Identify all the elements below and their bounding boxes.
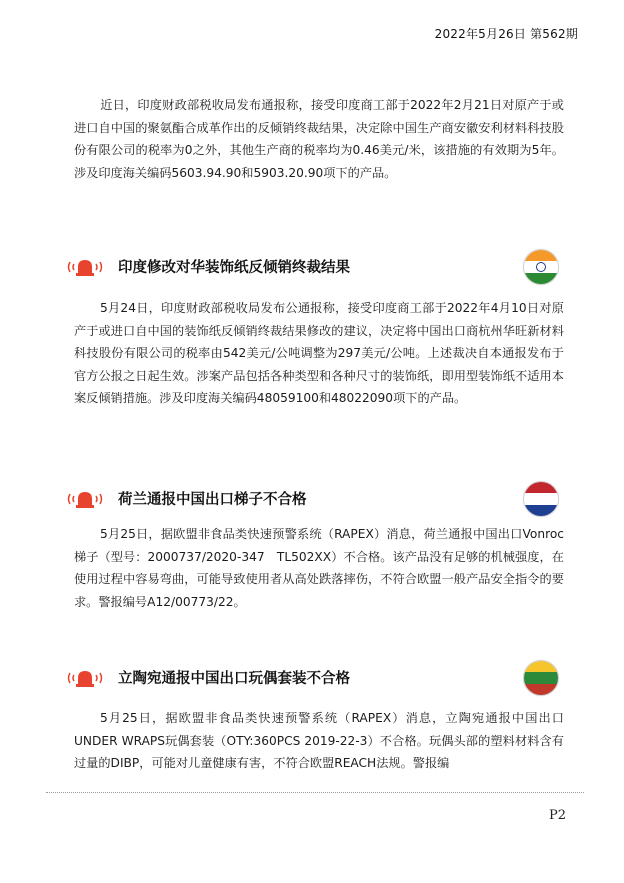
section-paragraph-netherlands	[74, 523, 564, 613]
section-text: 5月25日，据欧盟非食品类快速预警系统（RAPEX）消息，荷兰通报中国出口Vonroc梯子（型号：2000737/2020-347 TL502XX）不合格。该产品没有足够的机械强度，在使用过程中容易弯曲，可能导致使用者从高处跌落摔伤，不符合欧盟一般产品安全指令的要求。警报编号A12/00773/22。	[74, 527, 564, 609]
india-flag-icon	[524, 250, 558, 284]
netherlands-flag-icon	[524, 482, 558, 516]
section-header-netherlands	[66, 482, 566, 522]
section-text: 5月24日，印度财政部税收局发布公通报称，接受印度商工部于2022年4月10日对原产于或进口自中国的装饰纸反倾销终裁结果修改的建议，决定将中国出口商杭州华旺新材料科技股份有限公司的税率由542美元/公吨调整为297美元/公吨。上述裁决自本通报发布于官方公报之日起生效。涉案产品包括各种类型和各种尺寸的装饰纸，即用型装饰纸不适用本案反倾销措施。涉及印度海关编码48059100和48022090项下的产品。	[74, 301, 564, 406]
lithuania-flag-icon	[524, 661, 558, 695]
page-number: P2	[548, 808, 566, 823]
section-title: 荷兰通报中国出口梯子不合格	[118, 492, 307, 508]
issue-date: 2022年5月26日 第562期	[434, 27, 578, 41]
intro-paragraph	[74, 94, 564, 184]
intro-text: 近日，印度财政部税收局发布通报称，接受印度商工部于2022年2月21日对原产于或进口自中国的聚氨酯合成革作出的反倾销终裁结果，决定除中国生产商安徽安利材料科技股份有限公司的税率为0之外，其他生产商的税率均为0.46美元/米，该措施的有效期为5年。涉及印度海关编码5603.94.90和5903.20.90项下的产品。	[74, 98, 564, 180]
section-paragraph-india	[74, 297, 564, 410]
section-header-india	[66, 250, 566, 290]
section-paragraph-lithuania	[74, 707, 564, 777]
alarm-bell-icon	[66, 667, 104, 689]
footer-divider	[46, 792, 584, 793]
alarm-bell-icon	[66, 256, 104, 278]
alarm-bell-icon	[66, 488, 104, 510]
section-title: 印度修改对华装饰纸反倾销终裁结果	[118, 260, 350, 276]
section-title: 立陶宛通报中国出口玩偶套装不合格	[118, 671, 350, 687]
section-header-lithuania	[66, 661, 566, 701]
section-text: 5月25日，据欧盟非食品类快速预警系统（RAPEX）消息，立陶宛通报中国出口UNDER WRAPS玩偶套装（OTY:360PCS 2019-22-3）不合格。玩偶头部的塑料材料含有过量的DIBP，可能对儿童健康有害，不符合欧盟REACH法规。警报编	[74, 711, 564, 771]
